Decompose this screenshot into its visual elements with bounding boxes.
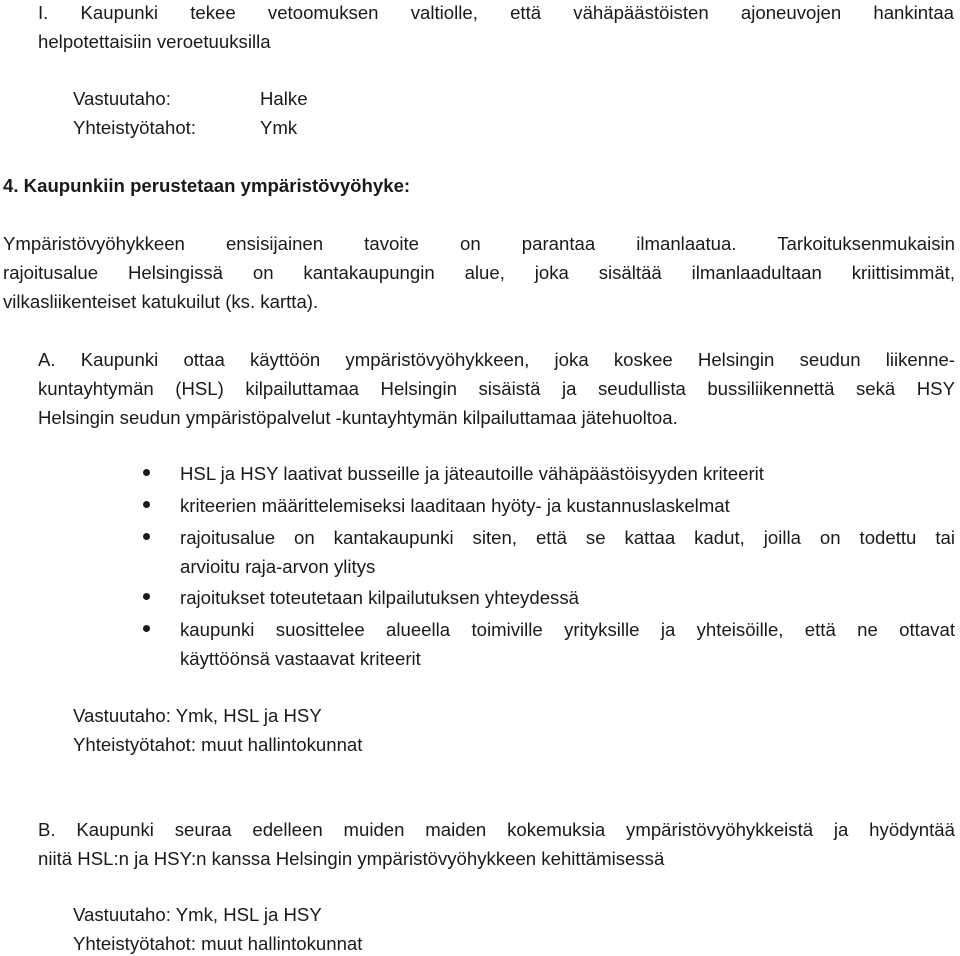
bullet-dot [143, 593, 150, 600]
item-a-partners: Yhteistyötahot: muut hallintokunnat [73, 734, 363, 755]
item-a-line-1: A. Kaupunki ottaa käyttöön ympäristövyöhykkeen, joka koskee Helsingin seudun liikenne- [38, 349, 955, 370]
item-a-responsible: Vastuutaho: Ymk, HSL ja HSY [73, 705, 322, 726]
bullet-dot [143, 625, 150, 632]
section-4-heading: 4. Kaupunkiin perustetaan ympäristövyöhyke: [3, 175, 411, 196]
bullet-item-4: rajoitukset toteutetaan kilpailutuksen yhteydessä [180, 587, 579, 608]
bullet-item-5-line-2: käyttöönsä vastaavat kriteerit [180, 648, 421, 669]
item-i-line-1: I. Kaupunki tekee vetoomuksen valtiolle, että vähäpäästöisten ajoneuvojen hankintaa [38, 2, 954, 23]
section-4-intro-line-2: rajoitusalue Helsingissä on kantakaupungin alue, joka sisältää ilmanlaadultaan kriittisimmät, [3, 262, 955, 283]
bullet-dot [143, 469, 150, 476]
item-i-line-2: helpotettaisiin veroetuuksilla [38, 31, 271, 52]
bullet-item-3-line-2: arvioitu raja-arvon ylitys [180, 556, 376, 577]
bullet-item-1: HSL ja HSY laativat busseille ja jäteautoille vähäpäästöisyyden kriteerit [180, 463, 764, 484]
item-a-line-2: kuntayhtymän (HSL) kilpailuttamaa Helsingin sisäistä ja seudullista bussiliikennettä sekä HSY [38, 378, 955, 399]
section-4-intro-line-3: vilkasliikenteiset katukuilut (ks. kartta). [3, 291, 319, 312]
bullet-dot [143, 533, 150, 540]
item-b-line-1: B. Kaupunki seuraa edelleen muiden maiden kokemuksia ympäristövyöhykkeistä ja hyödyntää [38, 819, 955, 840]
item-b-partners: Yhteistyötahot: muut hallintokunnat [73, 933, 363, 954]
item-b-line-2: niitä HSL:n ja HSY:n kanssa Helsingin ympäristövyöhykkeen kehittämisessä [38, 848, 665, 869]
section-4-intro-line-1: Ympäristövyöhykkeen ensisijainen tavoite on parantaa ilmanlaatua. Tarkoituksenmukaisin [3, 233, 955, 254]
item-i-partners-label: Yhteistyötahot: [73, 117, 197, 138]
item-b-responsible: Vastuutaho: Ymk, HSL ja HSY [73, 904, 322, 925]
bullet-item-5-line-1: kaupunki suosittelee alueella toimiville yrityksille ja yhteisöille, että ne ottavat [180, 619, 955, 640]
item-i-responsible-label: Vastuutaho: [73, 88, 171, 109]
bullet-dot [143, 501, 150, 508]
item-i-partners-value: Ymk [260, 117, 298, 138]
bullet-item-3-line-1: rajoitusalue on kantakaupunki siten, että se kattaa kadut, joilla on todettu tai [180, 527, 955, 548]
bullet-item-2: kriteerien määrittelemiseksi laaditaan hyöty- ja kustannuslaskelmat [180, 495, 730, 516]
item-i-responsible-value: Halke [260, 88, 308, 109]
item-a-line-3: Helsingin seudun ympäristöpalvelut -kuntayhtymän kilpailuttamaa jätehuoltoa. [38, 407, 678, 428]
